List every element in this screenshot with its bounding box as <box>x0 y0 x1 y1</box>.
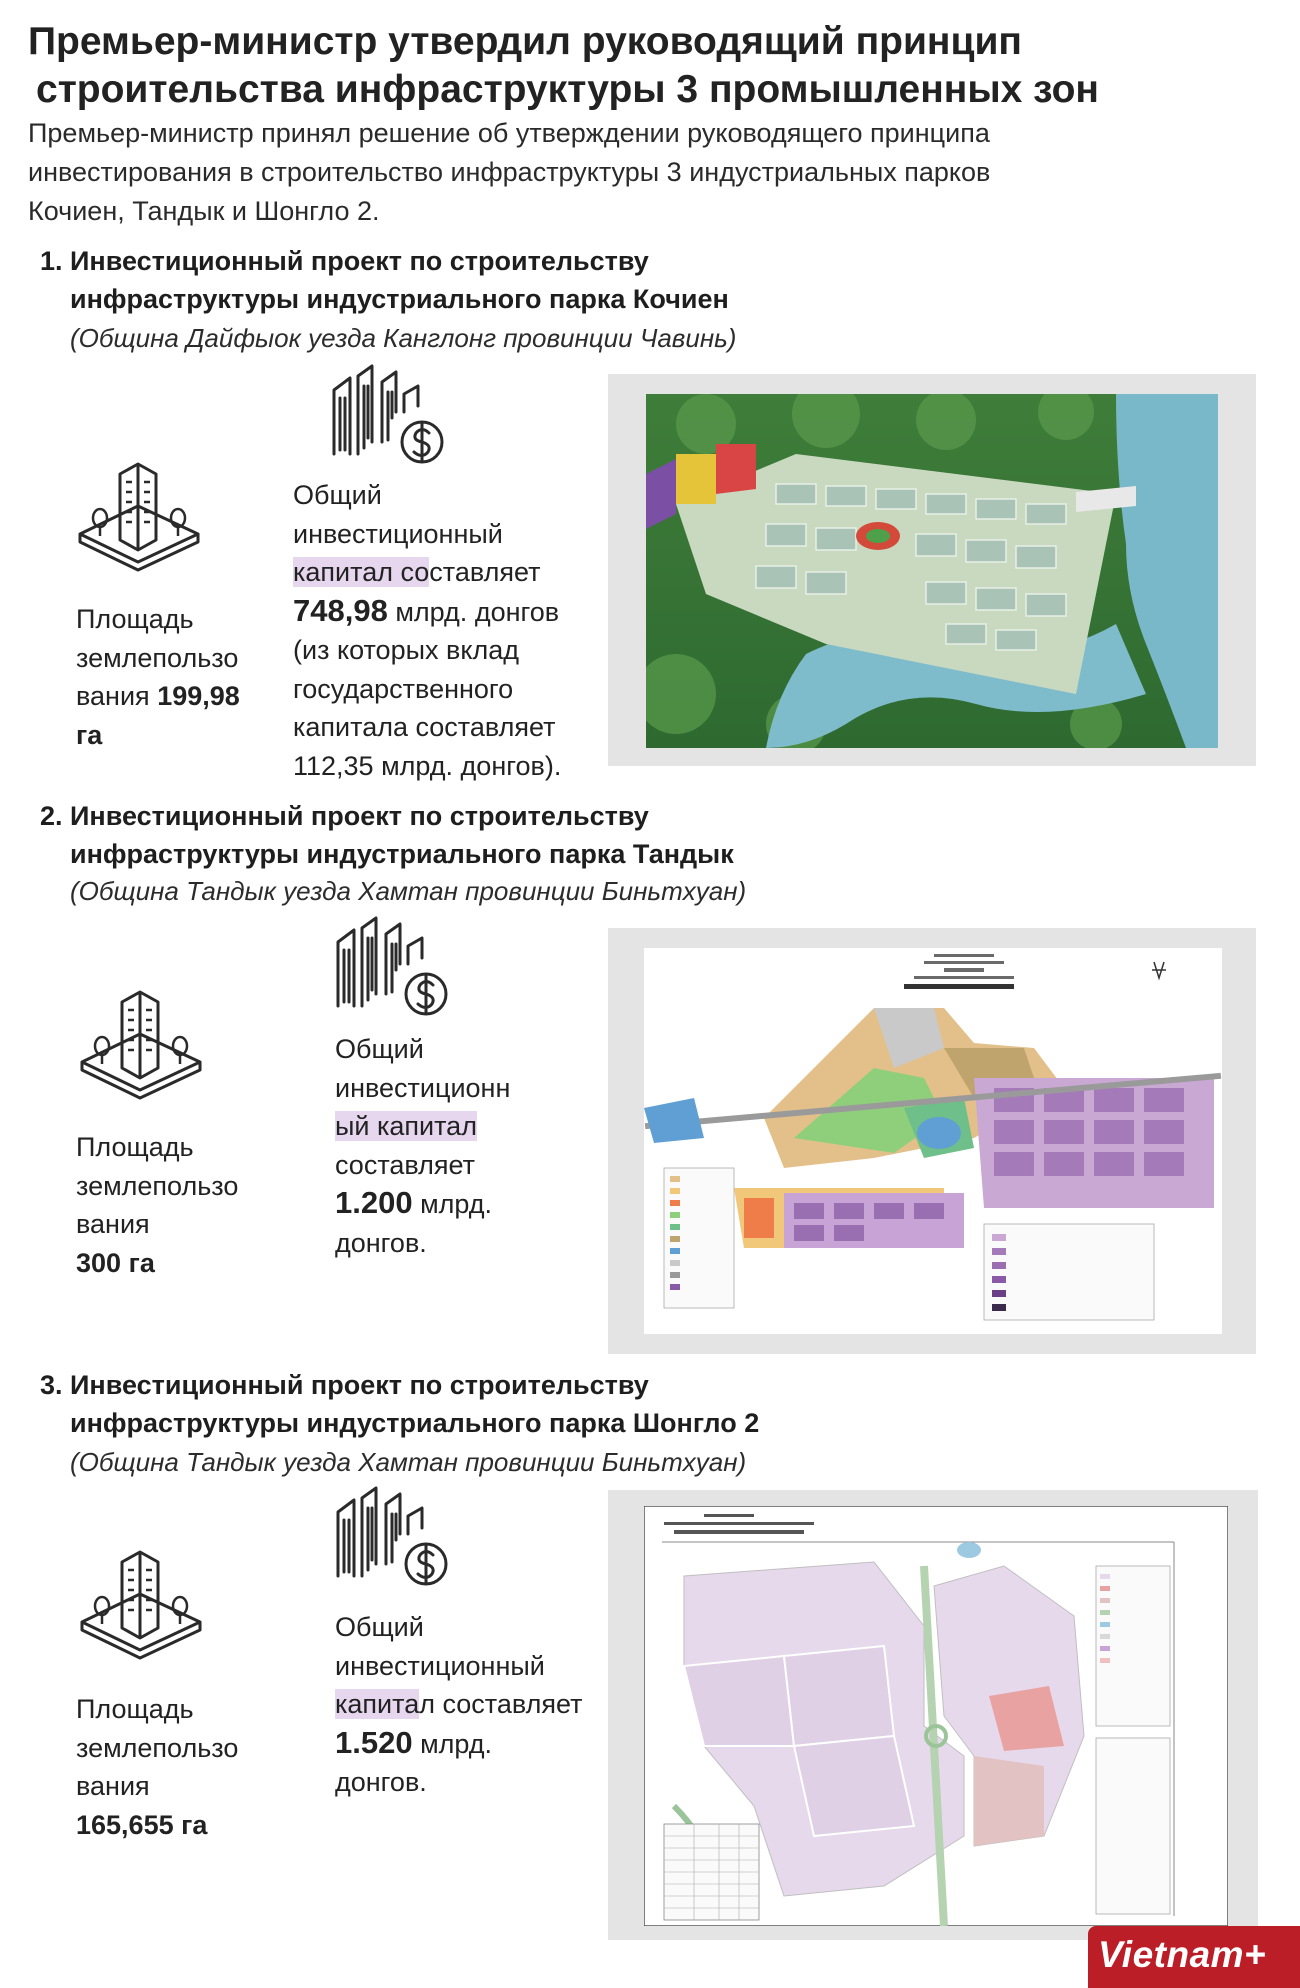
building-plot-icon <box>78 990 204 1100</box>
section-3-title-line-1: Инвестиционный проект по строительству <box>70 1370 649 1400</box>
section-1-area-label-1: Площадь <box>76 604 194 634</box>
shonglo-data-table <box>664 1824 759 1920</box>
section-2-area-label-1: Площадь <box>76 1132 194 1162</box>
section-2-capital-highlight: ый капитал <box>335 1111 477 1141</box>
section-1-capital-unit: млрд. донгов <box>395 596 560 627</box>
section-1-capital-line-5: (из которых вклад <box>293 635 519 665</box>
section-2-area-label-2: землепользо <box>76 1170 239 1201</box>
section-2-title-line-1: Инвестиционный проект по строительству <box>70 801 649 831</box>
tanduc-plan-image <box>644 948 1222 1334</box>
lead-paragraph <box>28 114 1278 231</box>
section-1-capital-line-1: Общий <box>293 480 382 510</box>
section-3-capital-amount: 1.520 <box>335 1724 413 1760</box>
title-line-2: строительства инфраструктуры 3 промышленных зон <box>36 68 1099 111</box>
section-1-area-unit: га <box>76 719 103 750</box>
building-plot-icon <box>78 1550 204 1660</box>
city-dollar-icon <box>334 914 454 1026</box>
section-1-capital-line-3: ставляет <box>429 557 541 587</box>
section-1-area-label-2: землепользо <box>76 642 239 673</box>
section-2-area-label-3: вания <box>76 1209 150 1239</box>
section-1-number: 1. <box>40 246 63 276</box>
section-3-capital-line-5: донгов. <box>335 1767 427 1797</box>
section-2-capital-line-2: инвестиционн <box>335 1072 511 1103</box>
section-3-capital-line-3: л составляет <box>419 1689 583 1719</box>
section-3-heading <box>40 1366 1100 1446</box>
tanduc-legend <box>664 1168 734 1308</box>
section-1-capital-line-2: инвестиционный <box>293 518 503 549</box>
section-3-area-label-3: вания <box>76 1771 150 1801</box>
city-dollar-icon <box>334 1484 454 1596</box>
shonglo-plan-image <box>644 1506 1228 1926</box>
section-2-area-value: 300 <box>76 1247 122 1278</box>
title-line-1: Премьер-министр утвердил руководящий принцип <box>28 20 1022 63</box>
section-2-area <box>76 1128 238 1282</box>
kochien-park-render <box>608 374 1256 766</box>
section-2-number: 2. <box>40 801 63 831</box>
section-2-capital-unit: млрд. <box>420 1189 493 1219</box>
section-3-area-value: 165,655 <box>76 1809 174 1840</box>
section-2-heading <box>40 797 1100 877</box>
section-1-capital-line-7: капитала составляет <box>293 712 556 742</box>
section-2-location: (Община Тандык уезда Хамтан провинции Биньтхуан) <box>70 876 747 906</box>
section-2-capital-line-4: составляет <box>335 1149 475 1180</box>
section-2-capital-line-6: донгов. <box>335 1227 427 1258</box>
shonglo-legend <box>1096 1566 1170 1726</box>
section-1-area <box>76 600 240 754</box>
section-3-capital-highlight: капита <box>335 1689 420 1719</box>
section-3-location: (Община Тандык уезда Хамтан провинции Биньтхуан) <box>70 1447 747 1477</box>
section-2-title-line-2: инфраструктуры индустриального парка Тандык <box>70 839 734 869</box>
tanduc-park-map <box>608 928 1256 1354</box>
section-2-capital <box>335 1030 510 1262</box>
section-1-title-line-1: Инвестиционный проект по строительству <box>70 246 649 276</box>
section-3-capital-line-2: инвестиционный <box>335 1650 545 1681</box>
city-dollar-icon <box>330 362 450 474</box>
section-1-area-label-3: вания <box>76 681 150 711</box>
section-1-capital <box>293 476 561 785</box>
lead-line-3: Кочиен, Тандык и Шонгло 2. <box>28 196 380 226</box>
logo-text: Vietnam+ <box>1098 1934 1267 1975</box>
section-1-capital-line-6: государственного <box>293 673 514 704</box>
section-3-capital-unit: млрд. <box>420 1728 493 1759</box>
lead-line-2: инвестирования в строительство инфраструктуры 3 индустриальных парков <box>28 157 991 187</box>
section-1-heading <box>40 242 1100 322</box>
section-3-area-unit: га <box>181 1809 208 1840</box>
section-3-title-line-2: инфраструктуры индустриального парка Шонгло 2 <box>70 1408 760 1438</box>
section-1-capital-line-8: 112,35 млрд. донгов). <box>293 750 562 781</box>
section-3-area <box>76 1690 238 1844</box>
section-3-number: 3. <box>40 1370 63 1400</box>
lead-line-1: Премьер-министр принял решение об утверждении руководящего принципа <box>28 118 990 148</box>
section-3-capital-line-1: Общий <box>335 1612 424 1642</box>
shonglo-park-map <box>608 1490 1258 1940</box>
section-2-capital-line-1: Общий <box>335 1034 424 1064</box>
section-3-area-label-2: землепользо <box>76 1732 239 1763</box>
section-1-area-value: 199,98 <box>157 681 240 711</box>
section-3-capital <box>335 1608 582 1802</box>
section-2-area-unit: га <box>128 1247 155 1278</box>
vietnamplus-logo <box>1088 1926 1300 1988</box>
section-1-location: (Община Дайфыок уезда Канглонг провинции Чавинь) <box>70 323 737 353</box>
section-2-capital-amount: 1.200 <box>335 1185 413 1220</box>
section-1-capital-amount: 748,98 <box>293 592 388 628</box>
section-3-area-label-1: Площадь <box>76 1694 194 1724</box>
kochien-aerial-image <box>646 394 1218 748</box>
page-title <box>28 18 1278 114</box>
section-1-capital-highlight: капитал со <box>293 557 430 587</box>
section-1-title-line-2: инфраструктуры индустриального парка Кочиен <box>70 284 729 314</box>
building-plot-icon <box>76 462 202 572</box>
